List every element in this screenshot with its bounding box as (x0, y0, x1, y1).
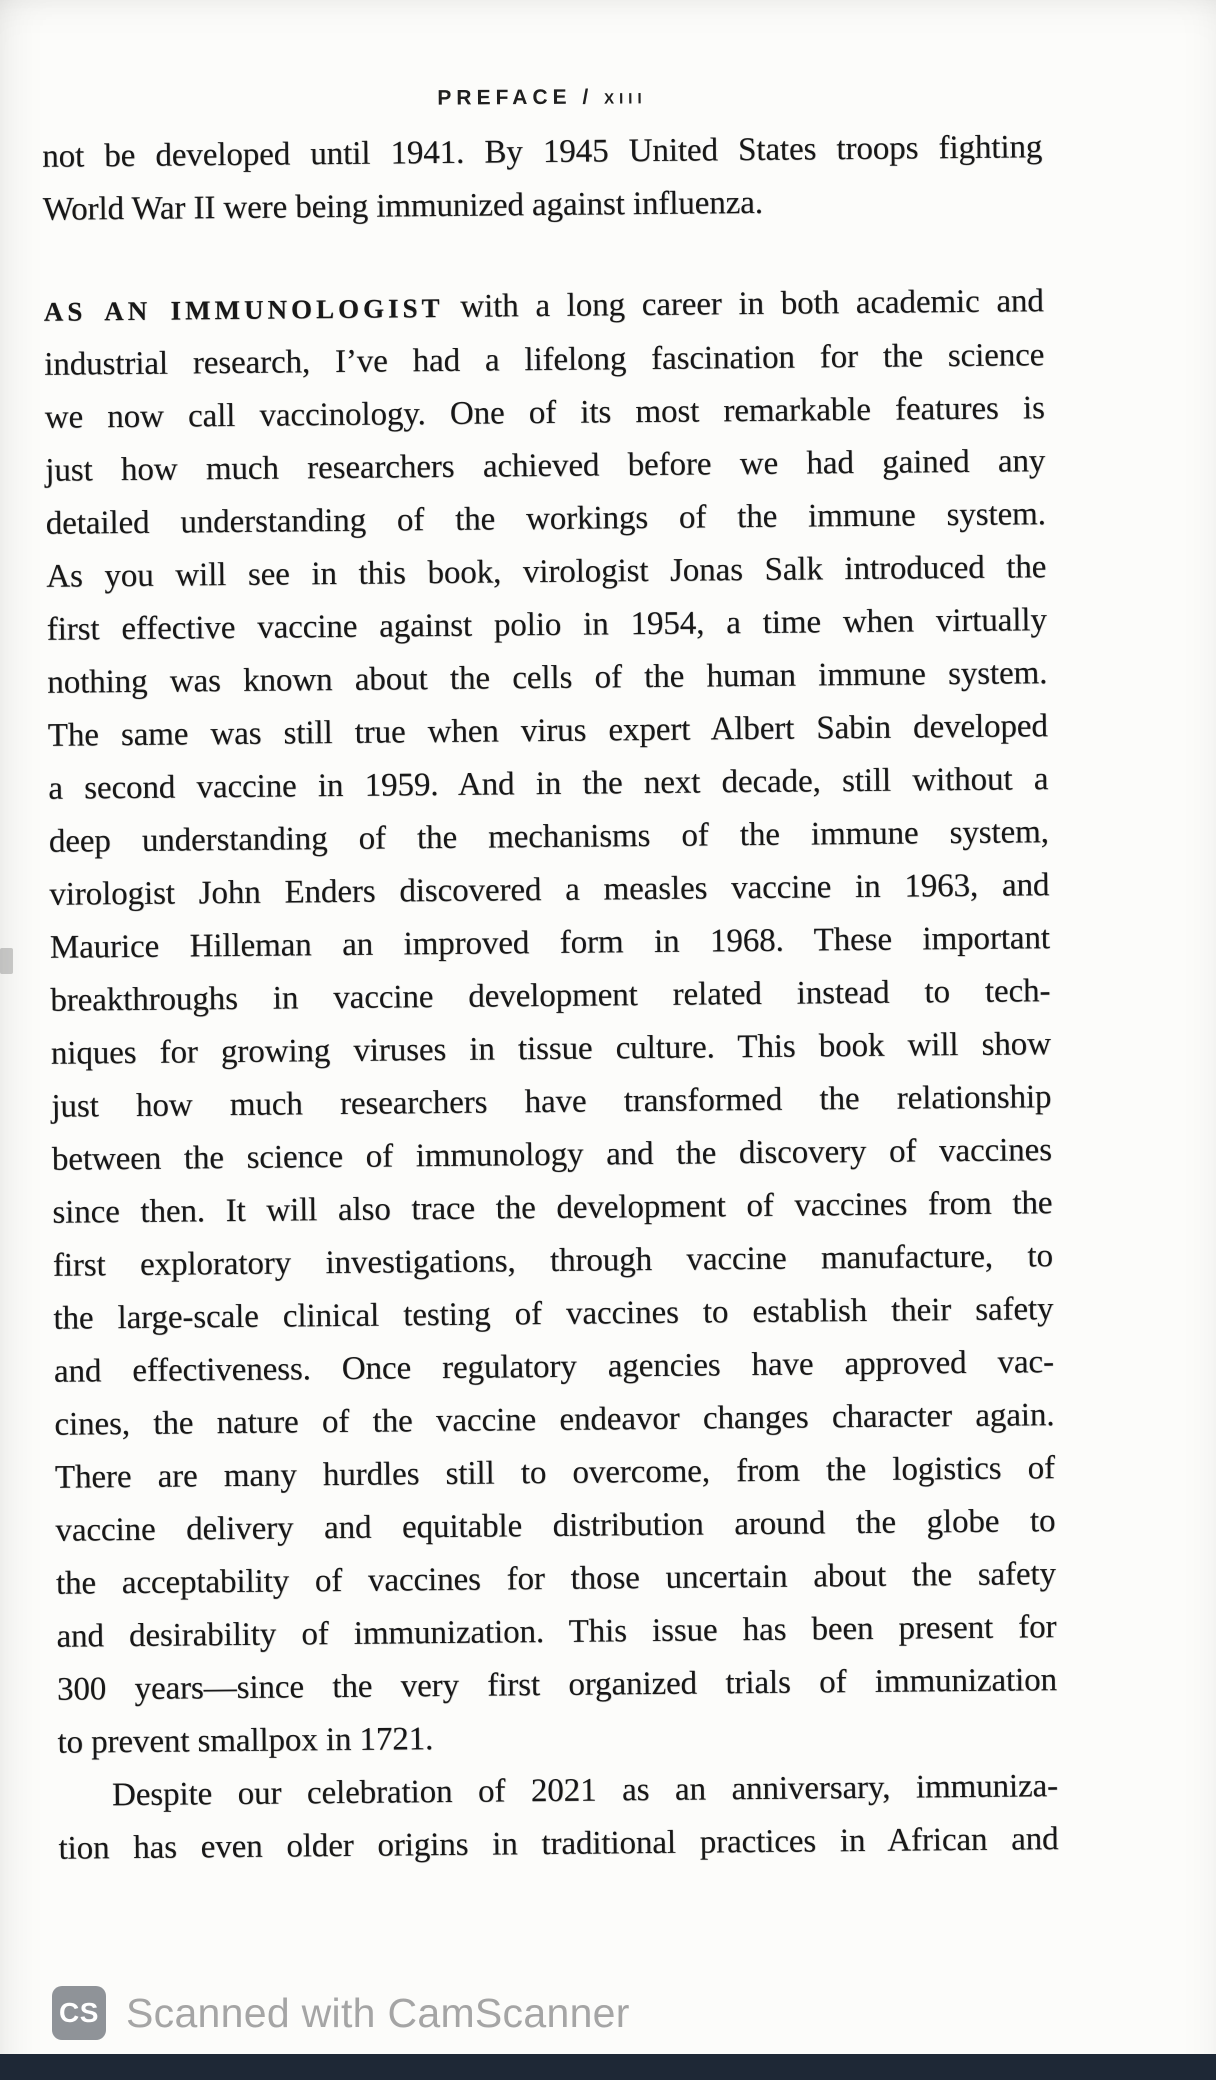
text-line: World War II were being immunized against influenza. (42, 184, 764, 228)
text-line: vaccine delivery and equitable distribution around the globe to (55, 1503, 1056, 1549)
text-line: and desirability of immunization. This issue has been present for (56, 1609, 1057, 1655)
camscanner-watermark (52, 1986, 630, 2040)
text-line: to prevent smallpox in 1721. (57, 1721, 434, 1761)
text-line: breakthroughs in vaccine development related instead to tech- (50, 973, 1051, 1019)
text-line: As you will see in this book, virologist Jonas Salk introduced the (46, 549, 1047, 595)
text-line: the acceptability of vaccines for those uncertain about the safety (55, 1556, 1057, 1602)
text-line: The same was still true when virus expert Albert Sabin developed (47, 708, 1048, 754)
text-line: tion has even older origins in traditional practices in African and (58, 1821, 1059, 1867)
text-line: virologist John Enders discovered a measles vaccine in 1963, and (49, 867, 1050, 913)
text-line: AS AN IMMUNOLOGIST with a long career in both academic and (43, 283, 1044, 327)
text-line: 300 years—since the very first organized trials of immunization (56, 1662, 1058, 1708)
text-line: first exploratory investigations, through vaccine manufacture, to (52, 1238, 1054, 1284)
text-line: Maurice Hilleman an improved form in 1968. These important (49, 920, 1050, 966)
smallcaps-lead-in: AS AN IMMUNOLOGIST (43, 292, 444, 327)
camscanner-watermark-text: Scanned with CamScanner (126, 1989, 630, 2036)
text-line: industrial research, I’ve had a lifelong fascination for the science (44, 337, 1045, 383)
text-line: cines, the nature of the vaccine endeavor changes character again. (54, 1397, 1055, 1443)
text-line: we now call vaccinology. One of its most remarkable features is (44, 390, 1045, 436)
page-text (42, 121, 1059, 1876)
text-line: between the science of immunology and the discovery of vaccines (51, 1132, 1053, 1178)
paragraph (58, 1760, 1059, 1876)
text-line: the large-scale clinical testing of vaccines to establish their safety (53, 1291, 1054, 1337)
text-line: niques for growing viruses in tissue culture. This book will show (50, 1026, 1052, 1072)
text-line: nothing was known about the cells of the human immune system. (47, 655, 1048, 701)
text-line: just how much researchers achieved before we had gained any (45, 443, 1046, 489)
paragraph (42, 121, 1043, 237)
running-head: PREFACE / xiii (437, 85, 647, 110)
bottom-scan-bar (0, 2054, 1216, 2080)
text-line: just how much researchers have transformed the relationship (51, 1079, 1052, 1125)
text-line: detailed understanding of the workings of the immune system. (45, 496, 1046, 542)
text-line: and effectiveness. Once regulatory agencies have approved vac- (53, 1344, 1055, 1390)
text-line: Despite our celebration of 2021 as an anniversary, immuniza- (111, 1768, 1059, 1814)
text-line: deep understanding of the mechanisms of the immune system, (48, 814, 1049, 860)
text-line: since then. It will also trace the development of vaccines from the (52, 1185, 1053, 1231)
text-line: not be developed until 1941. By 1945 United States troops fighting (42, 129, 1043, 175)
text-line: first effective vaccine against polio in 1954, a time when virtually (46, 602, 1047, 648)
text-line: There are many hurdles still to overcome, from the logistics of (54, 1450, 1056, 1496)
camscanner-logo-icon: CS (52, 1986, 106, 2040)
paragraph (44, 275, 1058, 1770)
text-line: a second vaccine in 1959. And in the next decade, still without a (48, 761, 1049, 807)
scan-artifact (0, 948, 13, 974)
